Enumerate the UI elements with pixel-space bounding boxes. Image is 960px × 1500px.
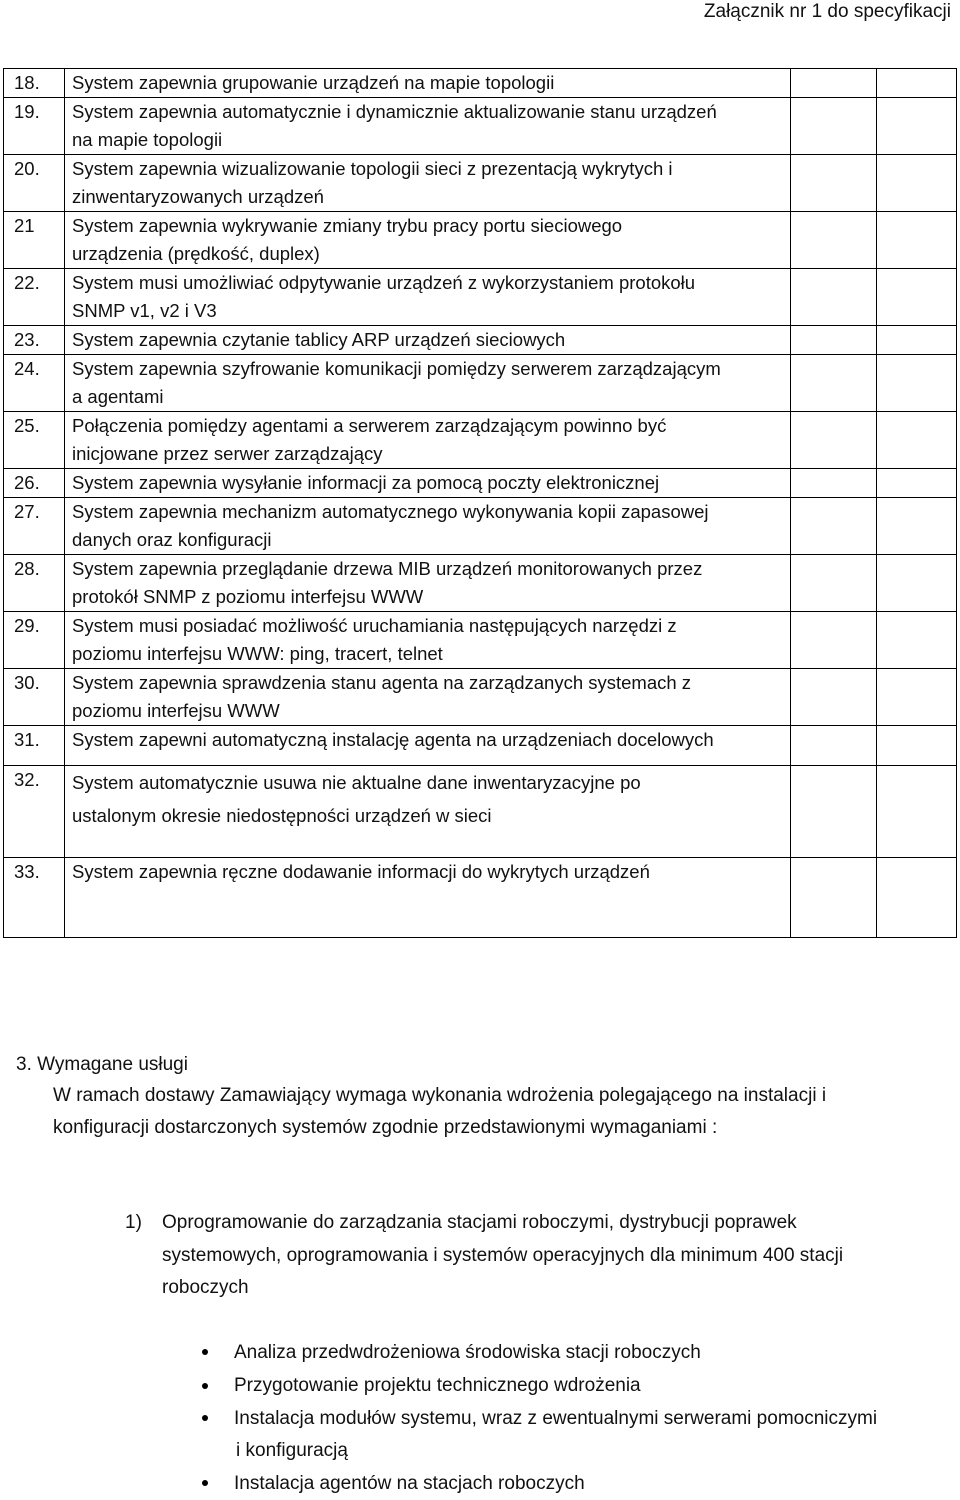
empty-cell — [877, 669, 957, 726]
row-text-line: System zapewnia wysyłanie informacji za pomocą poczty elektronicznej — [72, 472, 660, 493]
row-text-cell — [65, 555, 791, 612]
row-text-line: System zapewnia szyfrowanie komunikacji pomiędzy serwerem zarządzającym — [72, 358, 721, 379]
table-row — [4, 555, 957, 612]
bullet-item-continuation: i konfiguracją — [236, 1440, 348, 1461]
page-header: Załącznik nr 1 do specyfikacji — [703, 1, 951, 22]
empty-cell — [791, 858, 877, 938]
row-text-line: System zapewnia wizualizowanie topologii sieci z prezentacją wykrytych i — [72, 158, 673, 179]
table-row — [4, 412, 957, 469]
row-number: 31. — [4, 726, 65, 766]
row-number: 22. — [4, 269, 65, 326]
row-text-line: SNMP v1, v2 i V3 — [72, 300, 217, 321]
bullet-dot — [202, 1480, 208, 1486]
table-row — [4, 155, 957, 212]
row-text-line: System musi umożliwiać odpytywanie urządzeń z wykorzystaniem protokołu — [72, 272, 696, 293]
row-text-line: System zapewnia automatycznie i dynamicznie aktualizowanie stanu urządzeń — [72, 101, 717, 122]
row-text-line: ustalonym okresie niedostępności urządzeń w sieci — [72, 805, 492, 826]
list-item-marker: 1) — [125, 1212, 142, 1233]
empty-cell — [877, 326, 957, 355]
row-text-line: System zapewnia grupowanie urządzeń na mapie topologii — [72, 72, 555, 93]
empty-cell — [877, 469, 957, 498]
row-text-cell — [65, 766, 791, 858]
bullet-dot — [202, 1349, 208, 1355]
row-number: 19. — [4, 98, 65, 155]
row-number: 28. — [4, 555, 65, 612]
list-item-line-2: systemowych, oprogramowania i systemów operacyjnych dla minimum 400 stacji — [162, 1245, 844, 1266]
empty-cell — [877, 269, 957, 326]
empty-cell — [877, 412, 957, 469]
empty-cell — [877, 355, 957, 412]
empty-cell — [791, 726, 877, 766]
row-text-cell — [65, 498, 791, 555]
row-number: 23. — [4, 326, 65, 355]
table-row — [4, 858, 957, 938]
empty-cell — [877, 612, 957, 669]
empty-cell — [791, 326, 877, 355]
row-text-line: danych oraz konfiguracji — [72, 529, 272, 550]
empty-cell — [791, 669, 877, 726]
row-text-cell — [65, 726, 791, 766]
row-text-line: System zapewnia sprawdzenia stanu agenta na zarządzanych systemach z — [72, 672, 692, 693]
table-row — [4, 269, 957, 326]
empty-cell — [877, 555, 957, 612]
row-text-line: System zapewni automatyczną instalację agenta na urządzeniach docelowych — [72, 729, 714, 750]
row-number: 21 — [4, 212, 65, 269]
bullet-item: Przygotowanie projektu technicznego wdrożenia — [234, 1375, 641, 1396]
empty-cell — [791, 555, 877, 612]
table-row — [4, 612, 957, 669]
table-row — [4, 726, 957, 766]
empty-cell — [791, 469, 877, 498]
row-number: 33. — [4, 858, 65, 938]
row-text-line: urządzenia (prędkość, duplex) — [72, 243, 320, 264]
row-text-line: System zapewnia mechanizm automatycznego wykonywania kopii zapasowej — [72, 501, 709, 522]
row-number: 20. — [4, 155, 65, 212]
table-row — [4, 498, 957, 555]
empty-cell — [877, 155, 957, 212]
empty-cell — [877, 858, 957, 938]
row-number: 26. — [4, 469, 65, 498]
empty-cell — [791, 612, 877, 669]
row-text-cell — [65, 69, 791, 98]
row-text-cell — [65, 98, 791, 155]
row-number: 27. — [4, 498, 65, 555]
row-text-line: System automatycznie usuwa nie aktualne dane inwentaryzacyjne po — [72, 772, 641, 793]
table-row — [4, 69, 957, 98]
row-text-cell — [65, 269, 791, 326]
row-text-cell — [65, 858, 791, 938]
empty-cell — [791, 212, 877, 269]
row-number: 18. — [4, 69, 65, 98]
row-number: 24. — [4, 355, 65, 412]
empty-cell — [791, 69, 877, 98]
bullet-item: Instalacja agentów na stacjach roboczych — [234, 1473, 585, 1494]
row-text-cell — [65, 326, 791, 355]
bullet-item: Instalacja modułów systemu, wraz z ewentualnymi serwerami pomocniczymi — [234, 1408, 878, 1429]
row-number: 25. — [4, 412, 65, 469]
row-text-line: System zapewnia przeglądanie drzewa MIB urządzeń monitorowanych przez — [72, 558, 703, 579]
list-item-line-1: Oprogramowanie do zarządzania stacjami roboczymi, dystrybucji poprawek — [162, 1212, 797, 1233]
bullet-item: Analiza przedwdrożeniowa środowiska stacji roboczych — [234, 1342, 701, 1363]
table-row — [4, 766, 957, 858]
bullet-dot — [202, 1415, 208, 1421]
empty-cell — [877, 498, 957, 555]
requirements-table — [3, 68, 957, 938]
row-text-cell — [65, 155, 791, 212]
empty-cell — [791, 269, 877, 326]
row-text-line: inicjowane przez serwer zarządzający — [72, 443, 383, 464]
empty-cell — [791, 155, 877, 212]
row-text-line: zinwentaryzowanych urządzeń — [72, 186, 324, 207]
row-text-cell — [65, 669, 791, 726]
empty-cell — [791, 355, 877, 412]
table-row — [4, 326, 957, 355]
section-heading: 3. Wymagane usługi — [16, 1054, 188, 1075]
empty-cell — [877, 69, 957, 98]
row-text-cell — [65, 469, 791, 498]
table-row — [4, 355, 957, 412]
empty-cell — [877, 766, 957, 858]
row-text-cell — [65, 612, 791, 669]
row-text-line: Połączenia pomiędzy agentami a serwerem zarządzającym powinno być — [72, 415, 667, 436]
list-item-line-3: roboczych — [162, 1277, 249, 1298]
row-text-line: poziomu interfejsu WWW: ping, tracert, telnet — [72, 643, 443, 664]
empty-cell — [791, 412, 877, 469]
row-text-line: na mapie topologii — [72, 129, 223, 150]
row-number: 30. — [4, 669, 65, 726]
table-row — [4, 669, 957, 726]
row-text-cell — [65, 412, 791, 469]
row-text-line: System zapewnia czytanie tablicy ARP urządzeń sieciowych — [72, 329, 566, 350]
empty-cell — [791, 498, 877, 555]
row-text-cell — [65, 212, 791, 269]
section-paragraph-line-2: konfiguracji dostarczonych systemów zgodnie przedstawionymi wymaganiami : — [53, 1117, 718, 1138]
row-text-line: protokół SNMP z poziomu interfejsu WWW — [72, 586, 424, 607]
row-text-line: a agentami — [72, 386, 164, 407]
section-paragraph-line-1: W ramach dostawy Zamawiający wymaga wykonania wdrożenia polegającego na instalacji i — [53, 1085, 827, 1106]
table-row — [4, 98, 957, 155]
bullet-dot — [202, 1383, 208, 1389]
row-number: 29. — [4, 612, 65, 669]
empty-cell — [791, 766, 877, 858]
row-text-line: System zapewnia ręczne dodawanie informacji do wykrytych urządzeń — [72, 861, 650, 882]
row-text-cell — [65, 355, 791, 412]
row-text-line: poziomu interfejsu WWW — [72, 700, 280, 721]
empty-cell — [877, 98, 957, 155]
row-text-line: System musi posiadać możliwość uruchamiania następujących narzędzi z — [72, 615, 677, 636]
row-number: 32. — [4, 766, 65, 858]
table-row — [4, 469, 957, 498]
row-text-line: System zapewnia wykrywanie zmiany trybu pracy portu sieciowego — [72, 215, 623, 236]
table-row — [4, 212, 957, 269]
empty-cell — [791, 98, 877, 155]
empty-cell — [877, 212, 957, 269]
empty-cell — [877, 726, 957, 766]
